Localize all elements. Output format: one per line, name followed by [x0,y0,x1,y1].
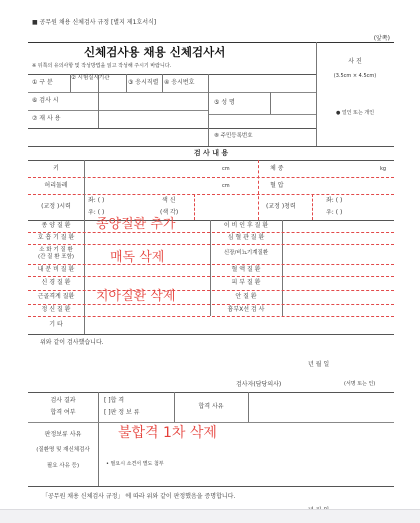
disease-other: 기 타 [49,321,63,328]
label-name: ⑤ 성 명 [214,99,235,106]
disease-ent: 이 비 인 후 질 환 [223,222,269,229]
annotation-add-tumor: 종양질환 추가 [96,217,176,232]
exam-form-sheet [26,14,394,510]
label-height: 키 [53,165,59,172]
photo-note: ● 얼인 또는 개인 [335,110,375,116]
annotation-remove-fail: 불합격 1차 삭제 [118,425,217,441]
label-exam-no: ④ 응시번호 [164,79,195,86]
unit-weight: kg [380,166,387,172]
vision-right: 우: ( ) [88,209,105,216]
footer-text: 「공무원 채용 신체검사 규정」 에 따라 위와 같이 판정했음을 증명합니다. [42,493,236,500]
disease-mental: 정 신 질 환 [41,306,71,313]
photo-label: 사 진 [348,58,362,65]
disease-endocrine: 내 분 비 질 환 [37,266,75,273]
unit-height: cm [222,166,230,172]
disease-musculoskeletal: 근골격계 질환 [37,293,75,300]
label-resident-no: ⑧ 주민등록번호 [214,133,253,139]
judge-reason-sub-1: (질환명 및 재신체검사 [36,447,90,453]
page-tag: (앞쪽) [373,35,390,42]
label-gubun: ① 구 분 [32,79,53,86]
photo-size: (3.5cm × 4.5cm) [333,73,377,79]
disease-renal: 신장/비뇨기계질환 [223,250,269,256]
hearing-right: 우: ( ) [326,209,343,216]
label-weight: 체 중 [270,165,284,172]
disease-neuro: 신 경 질 환 [41,279,71,286]
label-waist: 허리둘레 [44,182,68,189]
disease-cardio: 심 혈 관 질 환 [227,234,265,241]
disease-skin: 피 부 질 환 [231,279,261,286]
unit-waist: cm [222,183,230,189]
label-color-sub: (색 각) [160,209,179,216]
label-exam-date: ⑥ 검사 시 [32,97,59,104]
label-hearing: (교정 )청력 [266,203,296,210]
label-rechecked: ⑦ 재 사 용 [32,115,61,122]
annotation-remove-syphilis: 매독 삭제 [110,250,165,265]
section-title: 검 사 내 용 [193,149,229,157]
form-title: 신체검사용 채용 신체검사서 [84,45,226,59]
disease-digestive: 소 화 기 질 환 (간 질 환 포함) [37,247,75,261]
form-subtitle: ※ 뒤쪽의 유의사항 및 작성방법을 읽고 작성해 주시기 바랍니다. [32,63,172,69]
disease-eye: 안 질 환 [235,293,257,300]
vision-left: 좌: ( ) [88,197,105,204]
result-hold-checkbox[interactable]: [ ]판 정 보 류 [104,409,140,416]
disease-tumor: 종 양 질 환 [41,222,71,229]
horizontal-scrollbar[interactable] [0,509,420,523]
disease-chest-xray: 흉부X선 검 사 [227,306,265,313]
result-label-1: 검사 결과 [50,397,76,404]
hearing-left: 좌: ( ) [326,197,343,204]
label-bp: 혈 압 [270,182,284,189]
judge-reason-sub-2: 필요 사유 등) [46,463,80,469]
doctor-label: 검사자(담당의사) [236,381,282,388]
confirm-date: 년 월 일 [308,361,330,368]
disease-blood: 혈 액 질 환 [231,266,261,273]
result-label-2: 합격 여부 [50,409,76,416]
label-vision: (교정 )시력 [41,203,71,210]
label-color: 색 신 [162,197,176,204]
disease-respiratory: 호 흡 기 질 환 [37,234,75,241]
result-pass-checkbox[interactable]: [ ]합 격 [104,397,125,404]
form-header-note: ■ 공무원 채용 신체검사 규정 [별지 제1호서식] [32,19,157,26]
label-exam-type: ② 시험실시기관 [71,75,110,81]
pass-reason-label: 합격 사유 [198,403,224,410]
judge-reason-label: 판정보류 사유 [44,431,82,438]
label-applied-job: ③ 응시직렬 [128,79,159,86]
annotation-remove-dental: 치아질환 삭제 [96,289,176,304]
doctor-sign: (서명 또는 인) [344,381,376,387]
confirm-text: 위와 같이 검사했습니다. [40,339,104,346]
judge-note: • 필요시 소견서 별도 첨부 [106,461,164,467]
